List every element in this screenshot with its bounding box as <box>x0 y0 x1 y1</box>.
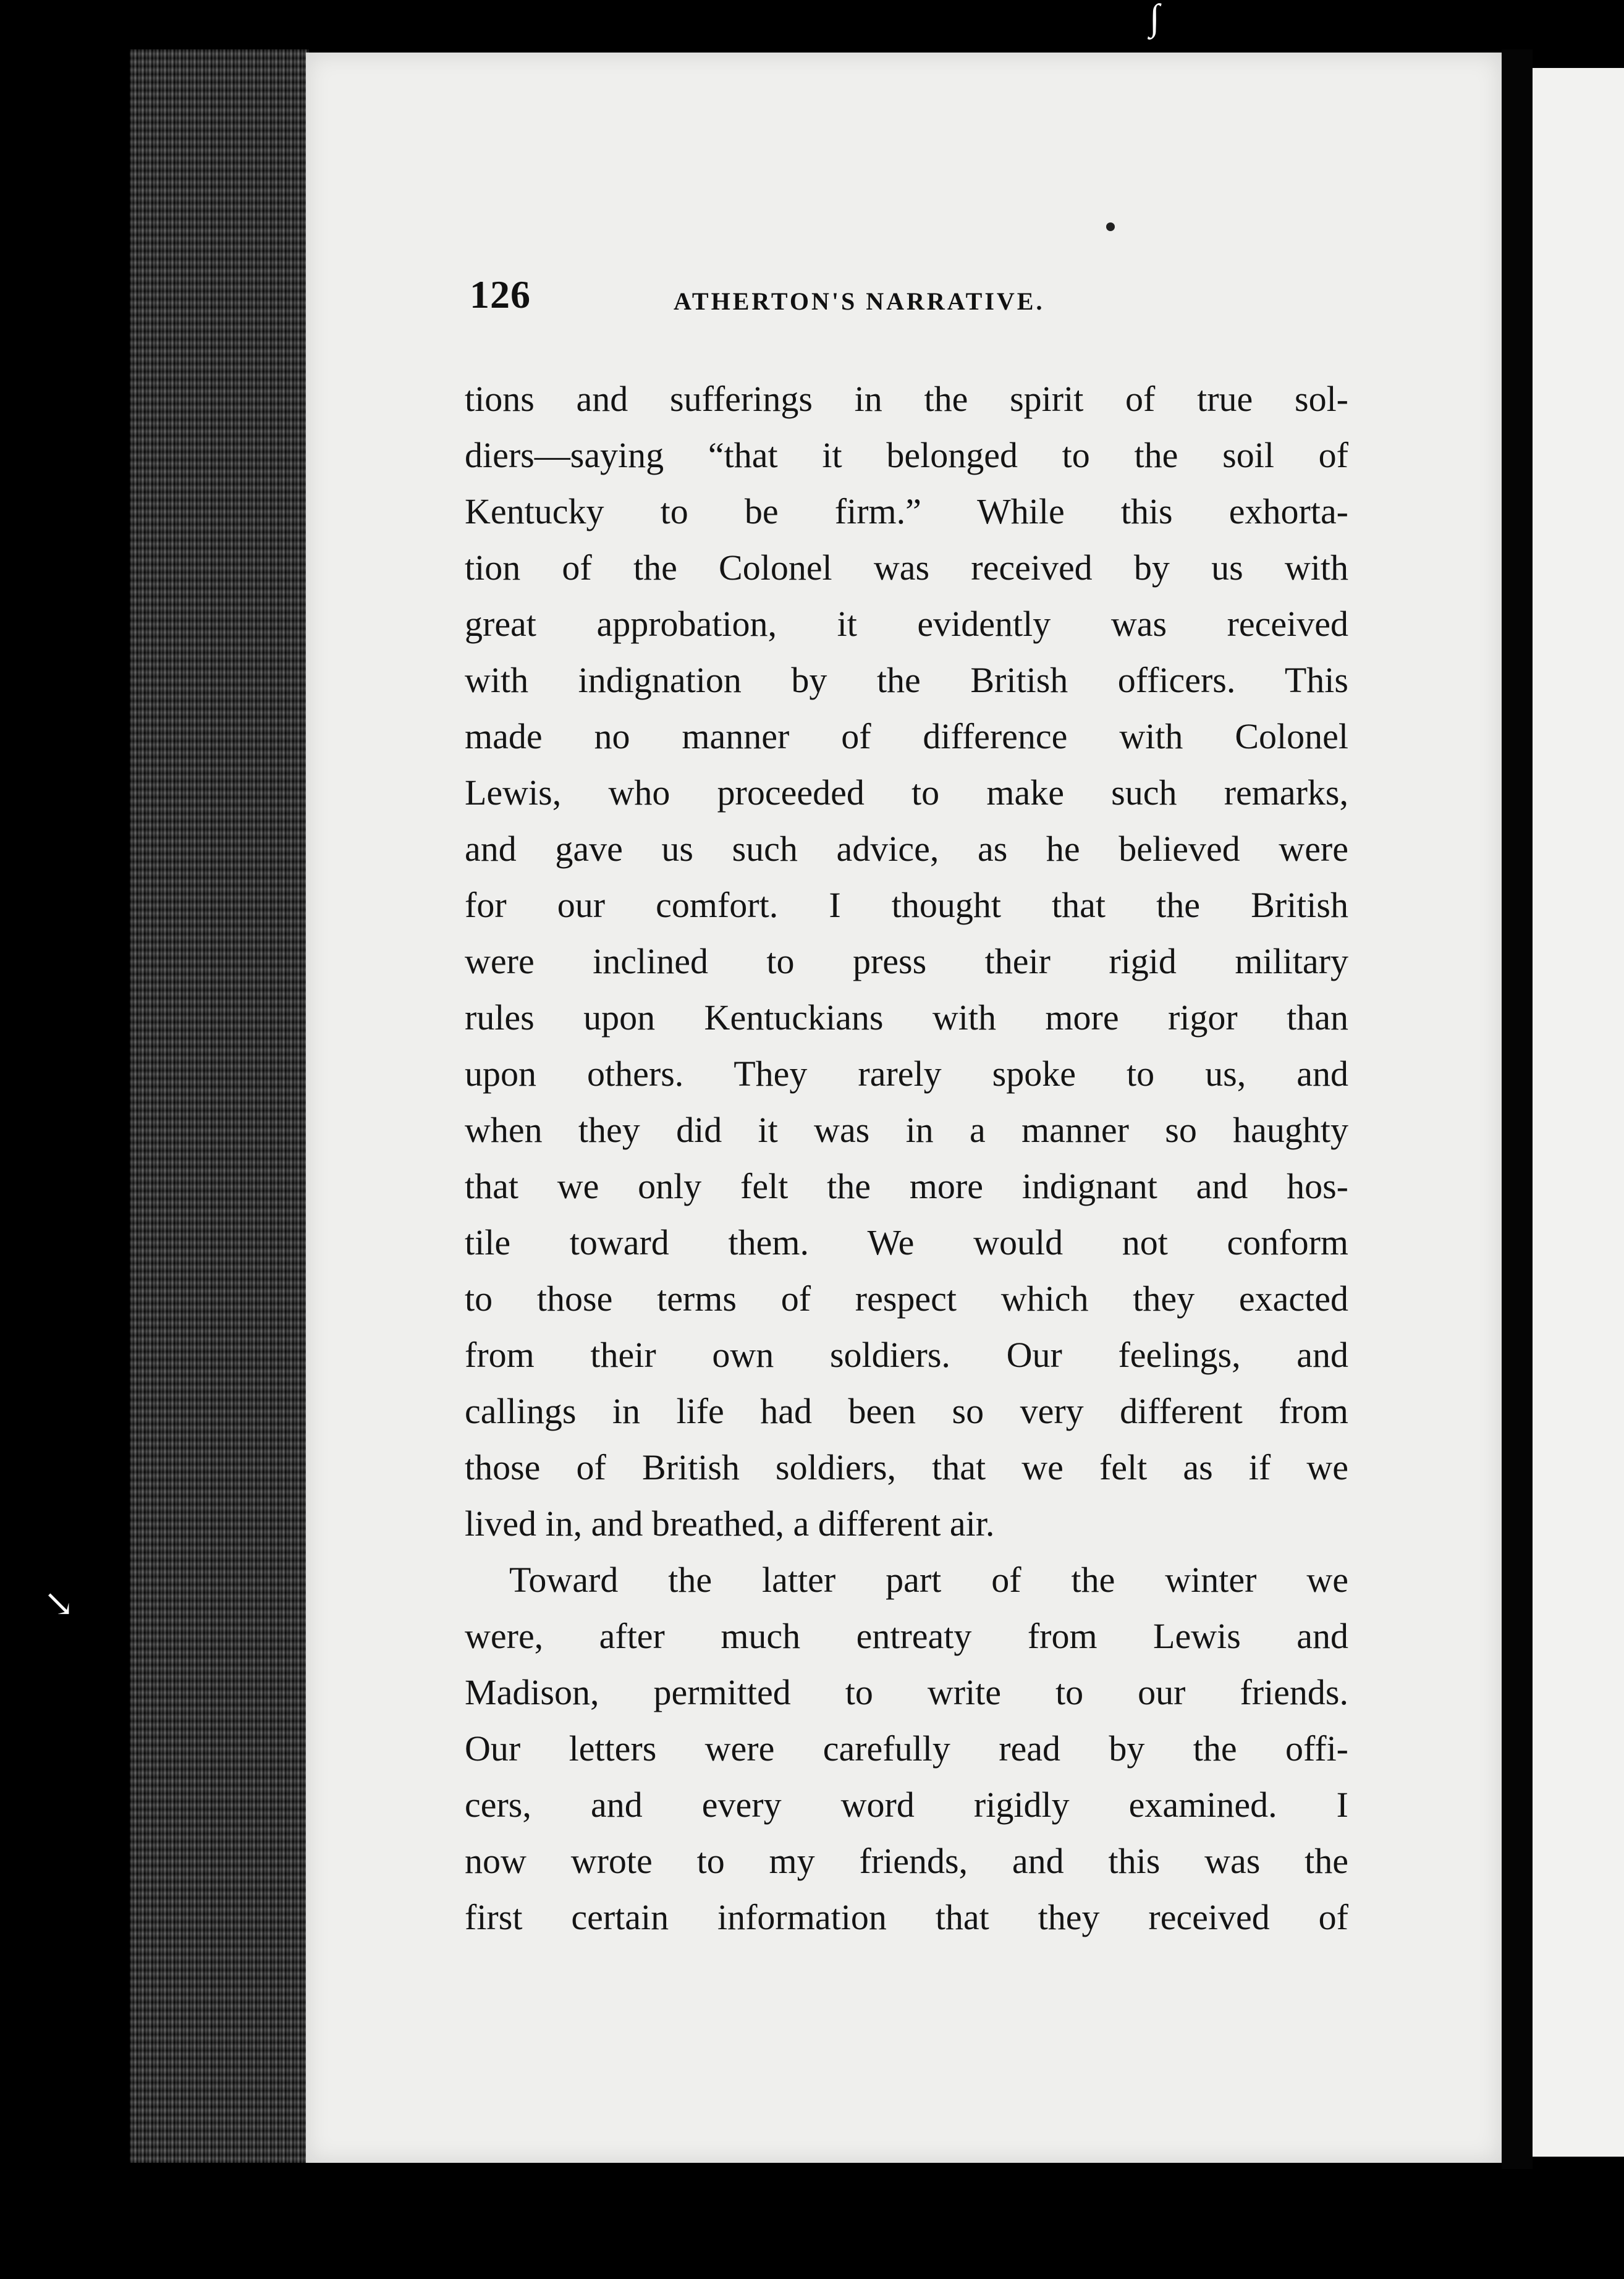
paragraph-last-line: lived in, and breathed, a different air. <box>465 1503 995 1544</box>
text-line: made no manner of difference with Colonel <box>465 716 1348 756</box>
text-line: now wrote to my friends, and this was the <box>465 1841 1348 1881</box>
page-body <box>465 371 1348 1945</box>
book-gutter-shadow <box>1502 49 1533 2169</box>
text-line: for our comfort. I thought that the British <box>465 885 1348 925</box>
text-line: were inclined to press their rigid military <box>465 941 1348 981</box>
text-line: Madison, permitted to write to our friends. <box>465 1672 1348 1712</box>
facing-page-edge <box>1533 68 1624 2157</box>
text-line: tile toward them. We would not conform <box>465 1222 1348 1262</box>
text-line: Lewis, who proceeded to make such remarks, <box>465 772 1348 813</box>
ink-dot <box>1106 222 1115 231</box>
text-line: rules upon Kentuckians with more rigor than <box>465 997 1348 1038</box>
text-line: Our letters were carefully read by the offi- <box>465 1728 1348 1769</box>
text-line: tion of the Colonel was received by us with <box>465 548 1348 588</box>
book-page-edges <box>130 49 309 2163</box>
text-line: first certain information that they received of <box>465 1897 1348 1937</box>
text-line: when they did it was in a manner so haughty <box>465 1110 1348 1150</box>
running-head: ATHERTON'S NARRATIVE. <box>674 287 1045 315</box>
text-line: and gave us such advice, as he believed were <box>465 829 1348 869</box>
text-line: that we only felt the more indignant and hos- <box>465 1166 1348 1206</box>
text-line: those of British soldiers, that we felt as if we <box>465 1447 1348 1487</box>
text-line: were, after much entreaty from Lewis and <box>465 1616 1348 1656</box>
text-line: callings in life had been so very different from <box>465 1391 1348 1431</box>
text-line: upon others. They rarely spoke to us, and <box>465 1054 1348 1094</box>
page-header <box>470 272 1366 328</box>
paragraph-first-line: Toward the latter part of the winter we <box>509 1560 1348 1600</box>
text-line: great approbation, it evidently was received <box>465 604 1348 644</box>
text-line: from their own soldiers. Our feelings, and <box>465 1335 1348 1375</box>
text-line: to those terms of respect which they exacted <box>465 1279 1348 1319</box>
page-number: 126 <box>470 273 531 316</box>
text-line: cers, and every word rigidly examined. I <box>465 1785 1348 1825</box>
scan-mark-icon: ↘ <box>43 1583 75 1624</box>
text-line: tions and sufferings in the spirit of true sol- <box>465 379 1348 419</box>
text-line: Kentucky to be firm.” While this exhorta- <box>465 491 1348 531</box>
text-line: diers—saying “that it belonged to the soil of <box>465 435 1348 475</box>
text-line: with indignation by the British officers. This <box>465 660 1348 700</box>
scan-mark-icon: ∫ <box>1149 0 1160 38</box>
